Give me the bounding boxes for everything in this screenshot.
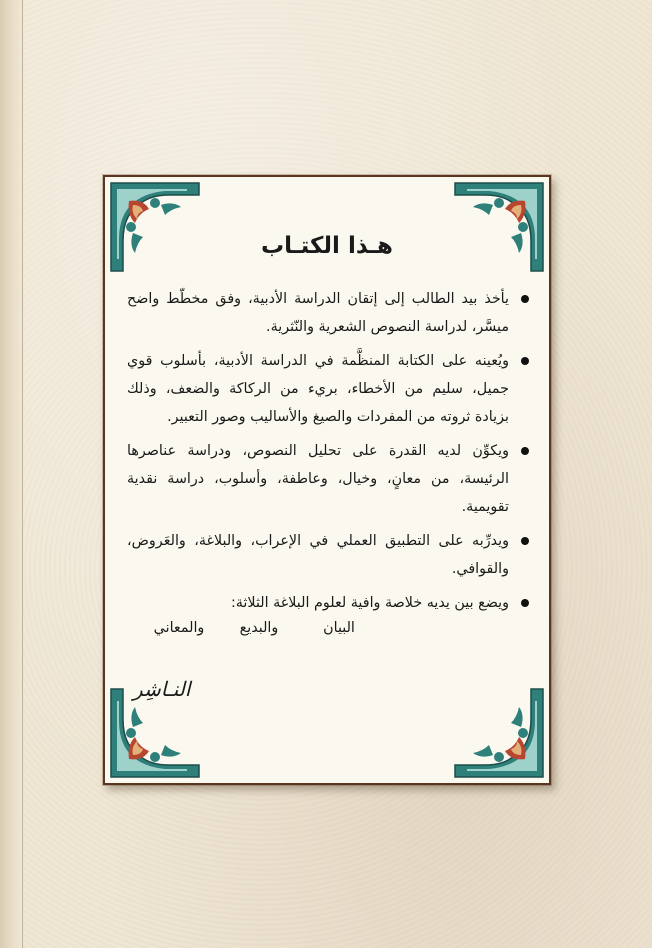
bullet-icon xyxy=(521,599,529,607)
corner-ornament-icon xyxy=(453,181,545,273)
list-item xyxy=(127,589,529,617)
publisher-signature: النـاشِر xyxy=(133,677,191,701)
corner-ornament-icon xyxy=(453,687,545,779)
list-item-text: ويكوِّن لديه القدرة على تحليل النصوص، ودراسة عناصرها الرئيسة، من معانٍ، وخيال، وعاطفة، وأسلوب، دراسة نقدية تقويمية. xyxy=(127,443,509,515)
blurb-list xyxy=(127,285,529,641)
list-item xyxy=(127,347,529,431)
list-item xyxy=(127,285,529,341)
list-item xyxy=(127,437,529,521)
list-item-text: ويُعينه على الكتابة المنظَّمة في الدراسة الأدبية، بأسلوب قوي جميل، سليم من الأخطاء، بريء من الركاكة والضعف، وذلك بزيادة ثروته من المفردات والصيغ والأساليب وصور التعبير. xyxy=(127,353,509,425)
bullet-icon xyxy=(521,537,529,545)
bullet-icon xyxy=(521,357,529,365)
bullet-icon xyxy=(521,295,529,303)
rhetoric-branches xyxy=(127,615,529,641)
branch-badi: والبديع xyxy=(239,620,279,636)
list-item-text: ويضع بين يديه خلاصة وافية لعلوم البلاغة الثلاثة: xyxy=(230,595,509,611)
branch-bayan: البيان xyxy=(323,620,355,636)
list-item-text: ويدرِّبه على التطبيق العملي في الإعراب، والبلاغة، والعَروض، والقوافي. xyxy=(127,533,509,577)
corner-ornament-icon xyxy=(109,181,201,273)
section-title: هـذا الكتـاب xyxy=(261,233,393,259)
branch-maani: والمعاني xyxy=(153,620,205,636)
list-item-text: يأخذ بيد الطالب إلى إتقان الدراسة الأدبية، وفق مخطّط واضح ميسَّر، لدراسة النصوص الشعرية والنّثرية. xyxy=(127,291,509,335)
list-item xyxy=(127,527,529,583)
bullet-icon xyxy=(521,447,529,455)
book-blurb-card xyxy=(103,175,551,785)
book-spine-edge xyxy=(0,0,23,948)
